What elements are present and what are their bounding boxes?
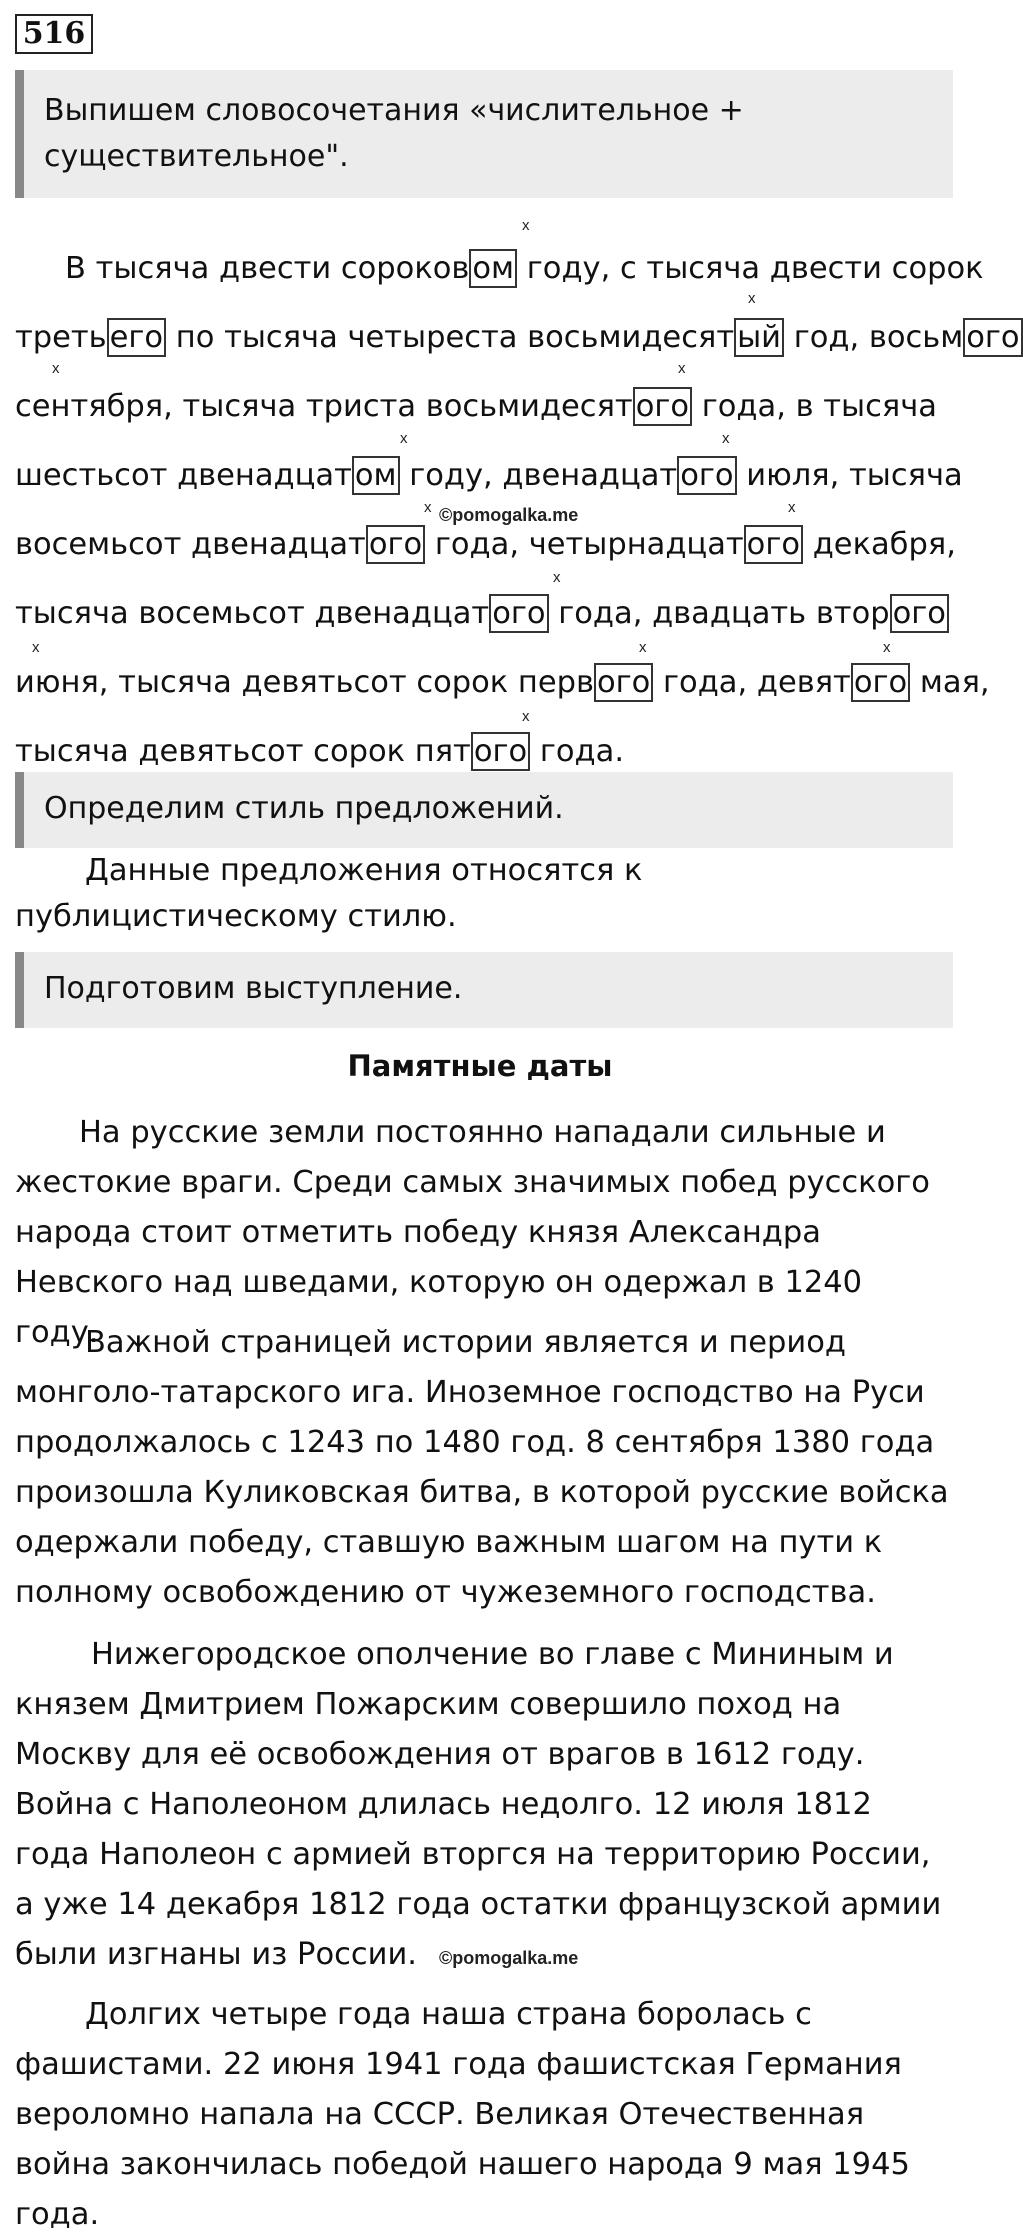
stress-mark: x (678, 360, 686, 377)
watermark: ©pomogalka.me (439, 505, 579, 525)
stress-mark: x (722, 430, 730, 447)
instruction-header-1 (15, 70, 953, 198)
phrase-text: июля, тысяча (736, 458, 963, 493)
phrase-text: года, двадцать втор (548, 596, 890, 631)
ending-box: ого (744, 525, 803, 564)
phrase-text: июня, тысяча девятьсот сорок перв (15, 665, 594, 700)
phrase-text: сентября, тысяча триста восьмидесят (15, 389, 633, 424)
stress-mark: x (52, 360, 60, 377)
phrase-text: треть (15, 320, 107, 355)
ending-box: ом (352, 456, 400, 495)
instruction-text-3: Подготовим выступление. (44, 971, 463, 1006)
stress-mark: x (788, 499, 796, 516)
phrase-text: В тысяча двести сороков (65, 251, 470, 286)
speech-title: Памятные даты (347, 1049, 613, 1083)
speech-paragraph-2: Важной страницей истории является и период монголо-татарского ига. Иноземное господство на Руси продолжалось с 1243 по 1480 год. 8 сентября 1380 года произошла Куликовская битва, в которой русские войска одержали победу, ставшую важным шагом на пути к полному освобождению от чужеземного господства. (15, 1325, 949, 1610)
ending-box: ого (963, 318, 1022, 357)
phrase-line (15, 372, 955, 441)
watermark: ©pomogalka.me (439, 1948, 579, 1968)
stress-mark: x (748, 290, 756, 307)
ending-box: ого (471, 732, 530, 771)
task-number: 516 (15, 14, 93, 54)
instruction-header-2 (15, 772, 953, 848)
phrase-text: года, девят (653, 665, 851, 700)
phrase-text: тысяча восемьсот двенадцат (15, 596, 490, 631)
phrase-line (15, 303, 1020, 372)
stress-mark: x (32, 639, 40, 656)
phrase-text: году, с тысяча двести сорок (517, 251, 984, 286)
ending-box: ого (594, 663, 653, 702)
phrase-text: восемьсот двенадцат (15, 527, 366, 562)
phrase-text: года. (530, 734, 625, 769)
phrase-text: мая, (910, 665, 990, 700)
stress-mark: x (522, 217, 530, 234)
phrase-text: года, в тысяча (692, 389, 937, 424)
phrase-text: году, двенадцат (399, 458, 678, 493)
stress-mark: x (553, 569, 561, 586)
ending-box: ого (677, 456, 736, 495)
phrase-text: тысяча девятьсот сорок пят (15, 734, 471, 769)
phrase-text: год, восьм (784, 320, 964, 355)
phrase-text: шестьсот двенадцат (15, 458, 352, 493)
phrase-text: декабря, (803, 527, 956, 562)
stress-mark: x (639, 639, 647, 656)
stress-mark: x (883, 639, 891, 656)
instruction-text-2: Определим стиль предложений. (44, 791, 564, 826)
ending-box: ого (851, 663, 910, 702)
instruction-text-1: Выпишем словосочетания «числительное + существительное". (44, 93, 744, 174)
speech-paragraph-3: Нижегородское ополчение во главе с Мининым и князем Дмитрием Пожарским совершило поход на Москву для её освобождения от врагов в 1612 году. Война с Наполеоном длилась недолго. 12 июля 1812 года Наполеон с армией вторгся на территорию России, а уже 14 декабря 1812 года остатки французской армии были изгнаны из России. (15, 1637, 942, 1972)
phrase-text: года, четырнадцат (425, 527, 744, 562)
ending-box: ый (734, 318, 784, 357)
ending-box: его (107, 318, 166, 357)
phrase-line (15, 441, 963, 510)
ending-box: ого (633, 387, 692, 426)
speech-paragraph-1: На русские земли постоянно нападали сильные и жестокие враги. Среди самых значимых побед русского народа стоит отметить победу князя Александра Невского над шведами, которую он одержал в 1240 году. (15, 1115, 930, 1350)
ending-box: ого (489, 594, 548, 633)
style-answer: Данные предложения относятся к публицистическому стилю. (15, 853, 643, 934)
instruction-header-3 (15, 952, 953, 1028)
stress-mark: x (522, 708, 530, 725)
phrase-line (15, 579, 955, 648)
speech-paragraph-4: Долгих четыре года наша страна боролась с фашистами. 22 июня 1941 года фашистская Германия вероломно напала на СССР. Великая Отечественная война закончилась победой нашего народа 9 мая 1945 года. (15, 1997, 910, 2232)
ending-box: ого (366, 525, 425, 564)
stress-mark: x (424, 499, 432, 516)
stress-mark: x (400, 430, 408, 447)
phrase-line (15, 648, 990, 717)
phrase-line (15, 234, 984, 303)
phrase-text: по тысяча четыреста восьмидесят (166, 320, 735, 355)
ending-box: ого (890, 594, 949, 633)
ending-box: ом (469, 249, 517, 288)
